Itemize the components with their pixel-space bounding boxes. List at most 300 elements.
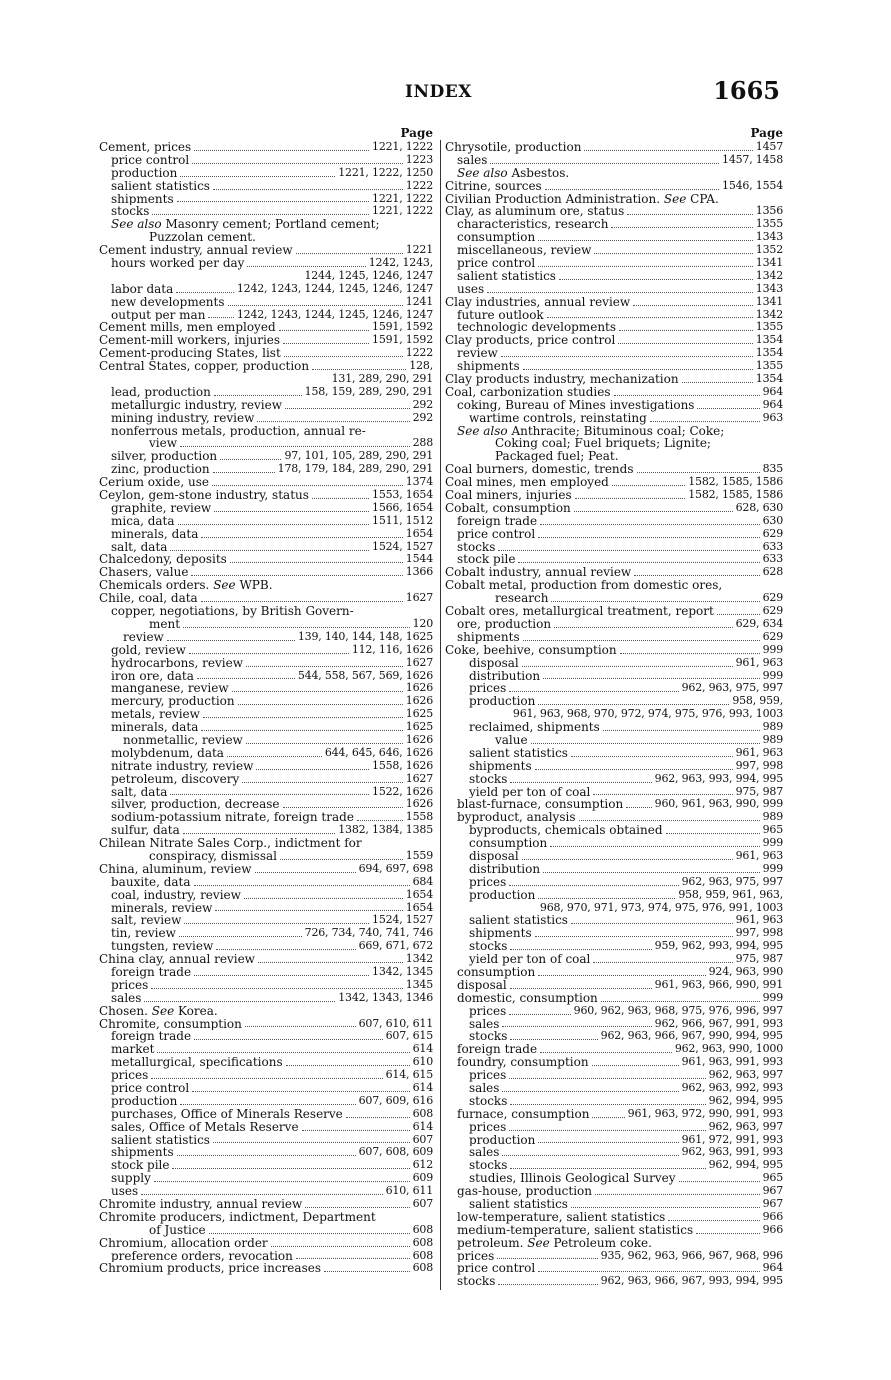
page-refs: 726, 734, 740, 741, 746	[304, 927, 433, 940]
page-refs: 1241	[405, 295, 433, 308]
dot-leader	[502, 1154, 678, 1156]
entry-text: zinc, production	[111, 463, 210, 477]
entry-text: salient statistics	[469, 746, 568, 760]
index-entry	[99, 244, 433, 257]
index-entry	[445, 773, 783, 786]
page-refs: 1356	[755, 205, 783, 218]
dot-leader	[594, 252, 752, 254]
entry-term	[111, 695, 235, 708]
dot-leader	[545, 188, 719, 190]
page-refs: 633	[762, 540, 783, 553]
page-refs: 1626	[405, 682, 433, 695]
index-entry	[445, 1043, 783, 1056]
index-entry	[99, 734, 433, 747]
page-refs: 961, 963	[735, 849, 783, 862]
index-entry	[445, 1095, 783, 1108]
entry-term	[469, 682, 506, 695]
entry-text: medium-temperature, salient statistics	[457, 1223, 694, 1237]
page-refs: 962, 963, 993, 994, 995	[654, 772, 783, 785]
index-entry	[99, 1237, 433, 1250]
entry-term	[111, 541, 167, 554]
index-entry	[99, 425, 433, 438]
page-refs: 608	[412, 1236, 433, 1249]
entry-term	[111, 412, 254, 425]
dot-leader	[510, 1103, 705, 1105]
dot-leader	[497, 1257, 597, 1259]
page-refs: 989	[762, 733, 783, 746]
index-entry	[99, 1030, 433, 1043]
entry-term	[469, 695, 535, 708]
entry-text: Clay products, price control	[445, 334, 616, 348]
entry-term	[99, 334, 280, 347]
page-refs: 1625	[405, 721, 433, 734]
entry-term	[111, 644, 186, 657]
entry-text: stocks	[469, 1030, 508, 1044]
dot-leader	[296, 252, 403, 254]
dot-leader	[571, 1206, 760, 1208]
entry-term	[99, 592, 198, 605]
index-entry	[445, 1108, 783, 1121]
entry-text: Chalcedony, deposits	[99, 553, 227, 567]
entry-text: molybdenum, data	[111, 746, 224, 760]
entry-term	[457, 399, 694, 412]
dot-leader	[201, 536, 402, 538]
entry-term	[111, 824, 180, 837]
entry-term	[469, 670, 540, 683]
page-refs: 962, 966, 967, 991, 993	[654, 1017, 783, 1030]
entry-term	[111, 889, 241, 902]
index-entry	[99, 618, 433, 631]
page-refs: 989	[762, 721, 783, 734]
see-also-label: See also	[457, 166, 508, 180]
dot-leader	[296, 1257, 410, 1259]
entry-text: stocks	[469, 1094, 508, 1108]
page-refs: 1591, 1592	[372, 334, 433, 347]
page-refs: 965	[762, 1172, 783, 1185]
entry-text: salient statistics	[469, 1198, 568, 1211]
entry-term	[457, 528, 535, 541]
entry-text: review	[123, 630, 164, 644]
page-refs: 629	[762, 630, 783, 643]
index-entry	[99, 592, 433, 605]
dot-leader	[593, 961, 732, 963]
entry-text: new developments	[111, 295, 225, 309]
entry-text: petroleum, discovery	[111, 772, 240, 786]
index-entry	[99, 450, 433, 463]
entry-text: metallurgic industry, review	[111, 398, 282, 412]
entry-term	[99, 1198, 302, 1211]
dot-leader	[280, 858, 403, 860]
dot-leader	[554, 626, 733, 628]
dot-leader	[592, 1116, 624, 1118]
index-entry	[445, 876, 783, 889]
dot-leader	[538, 897, 675, 899]
entry-term	[111, 1121, 299, 1134]
dot-leader	[603, 729, 760, 731]
index-entry	[445, 914, 783, 927]
entry-text: stocks	[457, 540, 496, 554]
entry-term	[469, 889, 535, 902]
page-refs: 1221, 1222, 1250	[338, 166, 433, 179]
dot-leader	[170, 793, 369, 795]
page-refs: 999	[762, 643, 783, 656]
entry-text: conspiracy, dismissal	[149, 849, 277, 863]
entry-text: price control	[457, 527, 536, 541]
page-refs: 128,	[409, 360, 433, 373]
dot-leader	[170, 549, 369, 551]
entry-term	[457, 257, 535, 270]
page-refs: 964	[762, 385, 783, 398]
dot-leader	[220, 458, 281, 460]
entry-term	[469, 1030, 507, 1043]
page-refs: 1221	[405, 244, 433, 257]
index-entry	[99, 773, 433, 786]
dot-leader	[510, 1167, 705, 1169]
dot-leader	[502, 1025, 651, 1027]
entry-text: nonferrous metals, production, annual re-	[111, 424, 366, 438]
index-entry	[99, 927, 433, 940]
entry-term	[123, 734, 243, 747]
page-refs: 607, 615	[385, 1030, 433, 1043]
dot-leader	[509, 1013, 570, 1015]
page-refs: 962, 963, 975, 997	[681, 682, 783, 695]
entry-text: stock pile	[457, 553, 516, 567]
entry-term	[111, 1250, 293, 1263]
page-refs: 1366	[405, 566, 433, 579]
dot-leader	[312, 497, 369, 499]
entry-text: coal, industry, review	[111, 888, 241, 902]
entry-text: hours worked per day	[111, 257, 245, 270]
entry-term	[445, 296, 630, 309]
entry-text: tungsten, review	[111, 940, 214, 954]
page-refs: 963	[762, 411, 783, 424]
entry-text: stock pile	[111, 1159, 170, 1173]
index-entry	[99, 180, 433, 193]
entry-term	[111, 721, 198, 734]
index-entry	[99, 528, 433, 541]
index-entry	[445, 760, 783, 773]
index-entry	[99, 850, 433, 863]
entry-term	[111, 515, 175, 528]
index-entry	[445, 1237, 783, 1250]
entry-text: Puzzolan cement.	[149, 231, 256, 245]
see-also-label: See also	[457, 424, 508, 438]
index-entry	[99, 992, 433, 1005]
index-entry	[99, 554, 433, 567]
entry-text: preference orders, revocation	[111, 1249, 293, 1263]
page-refs: 629	[762, 605, 783, 618]
index-entry	[445, 734, 783, 747]
entry-text: salient statistics	[111, 1133, 210, 1147]
dot-leader	[538, 239, 753, 241]
dot-leader	[179, 935, 302, 937]
entry-text: Clay industries, annual review	[445, 295, 631, 309]
dot-leader	[575, 497, 686, 499]
dot-leader	[194, 149, 369, 151]
entry-text: gold, review	[111, 643, 186, 657]
dot-leader	[540, 1051, 672, 1053]
page-refs: 958, 959, 961, 963,	[678, 888, 783, 901]
entry-text: Packaged fuel; Peat.	[495, 450, 619, 464]
entry-term	[111, 992, 141, 1005]
index-entry	[445, 373, 783, 386]
dot-leader	[197, 677, 295, 679]
dot-leader	[208, 316, 233, 318]
entry-term	[111, 708, 200, 721]
page-refs: 131, 289, 290, 291	[331, 373, 433, 386]
entry-term	[469, 1134, 535, 1147]
page-refs: 694, 697, 698	[358, 862, 433, 875]
dot-leader	[634, 574, 759, 576]
page-refs: 1343	[755, 231, 783, 244]
entry-text: Chasers, value	[99, 566, 189, 580]
index-entry	[445, 579, 783, 592]
index-entry	[99, 141, 433, 154]
index-entry	[99, 257, 433, 270]
index-entry	[445, 180, 783, 193]
see-target: WPB.	[239, 579, 273, 593]
entry-term	[469, 863, 540, 876]
dot-leader	[612, 484, 685, 486]
entry-term	[111, 283, 173, 296]
entry-term	[469, 773, 507, 786]
entry-text: Cobalt ores, metallurgical treatment, report	[445, 605, 714, 618]
page-refs: 997, 998	[735, 759, 783, 772]
page-refs: 999	[762, 991, 783, 1004]
entry-text: stocks	[469, 1159, 508, 1173]
entry-term	[111, 773, 239, 786]
entry-term	[469, 1082, 499, 1095]
index-entry	[445, 244, 783, 257]
index-entry	[99, 1250, 433, 1263]
page-refs: 684	[412, 875, 433, 888]
page-refs: 961, 963	[735, 746, 783, 759]
page-refs: 965	[762, 824, 783, 837]
dot-leader	[180, 1103, 355, 1105]
entry-text: Coal miners, injuries	[445, 489, 572, 502]
entry-term	[469, 1146, 499, 1159]
dot-leader	[490, 162, 719, 164]
entry-text: silver, production	[111, 450, 218, 464]
page-refs: 1242, 1243, 1244, 1245, 1246, 1247	[236, 308, 433, 321]
index-entry	[445, 193, 783, 206]
entry-text: foundry, consumption	[457, 1056, 589, 1070]
entry-term	[111, 218, 380, 231]
dot-leader	[538, 1270, 759, 1272]
page-refs: 1626	[405, 695, 433, 708]
index-entry	[445, 992, 783, 1005]
entry-term	[469, 1018, 499, 1031]
entry-term	[469, 1172, 676, 1185]
page-refs: 97, 101, 105, 289, 290, 291	[284, 450, 433, 463]
dot-leader	[538, 265, 753, 267]
page-refs: 962, 963, 966, 967, 990, 994, 995	[600, 1030, 783, 1043]
entry-term	[111, 425, 366, 438]
dot-leader	[346, 1116, 410, 1118]
entry-term	[149, 437, 177, 450]
index-entry	[99, 283, 433, 296]
index-entry	[445, 554, 783, 567]
page-refs: 1352	[755, 244, 783, 257]
entry-text: price control	[457, 257, 536, 270]
entry-term	[469, 1121, 506, 1134]
page-column-heading: Page	[400, 126, 433, 140]
page-refs: 962, 963, 966, 967, 993, 994, 995	[600, 1275, 783, 1288]
page-refs: 614	[412, 1082, 433, 1094]
entry-text: Civilian Production Administration.	[445, 192, 661, 206]
dot-leader	[618, 342, 752, 344]
index-entry	[99, 154, 433, 167]
entry-text: price control	[111, 153, 190, 167]
index-entry	[445, 979, 783, 992]
dot-leader	[192, 162, 403, 164]
page-refs: 935, 962, 963, 966, 967, 968, 996	[600, 1249, 783, 1262]
index-entry	[99, 1069, 433, 1082]
entry-term	[111, 876, 191, 889]
index-entry	[445, 399, 783, 412]
page-refs: 607	[412, 1198, 433, 1211]
index-entry	[99, 1018, 433, 1031]
entry-text: research	[495, 592, 549, 606]
entry-term	[445, 605, 714, 618]
entry-text: sodium-potassium nitrate, foreign trade	[111, 811, 354, 825]
entry-term	[111, 811, 354, 824]
entry-term	[445, 141, 581, 154]
index-entry	[445, 1030, 783, 1043]
entry-text: lead, production	[111, 385, 211, 399]
entry-term	[457, 1250, 494, 1263]
entry-term	[457, 979, 507, 992]
index-entry	[99, 1108, 433, 1121]
entry-text: prices	[457, 1249, 495, 1263]
dot-leader	[271, 1245, 410, 1247]
entry-term	[99, 476, 209, 489]
entry-text: shipments	[457, 360, 520, 374]
index-entry	[99, 321, 433, 334]
entry-term	[457, 1237, 652, 1250]
dot-leader	[247, 265, 365, 267]
page-refs: 1345	[405, 978, 433, 991]
entry-term	[469, 837, 547, 850]
dot-leader	[183, 626, 410, 628]
dot-leader	[620, 652, 760, 654]
entry-term	[469, 1069, 506, 1082]
dot-leader	[626, 806, 651, 808]
dot-leader	[498, 1283, 597, 1285]
entry-text: sales, Office of Metals Reserve	[111, 1120, 299, 1134]
entry-text: technologic developments	[457, 321, 617, 335]
index-entry	[445, 1172, 783, 1185]
dot-leader	[509, 690, 678, 692]
index-entry	[99, 811, 433, 824]
entry-term	[111, 167, 177, 180]
dot-leader	[522, 665, 733, 667]
entry-text: coking, Bureau of Mines investigations	[457, 398, 695, 412]
index-entry	[445, 1211, 783, 1224]
entry-term	[445, 476, 609, 489]
entry-term	[111, 1172, 151, 1185]
index-entry	[445, 889, 783, 902]
entry-text: Chromium, allocation order	[99, 1236, 268, 1250]
index-entry	[445, 489, 783, 502]
page-refs: 1654	[405, 888, 433, 901]
entry-text: minerals, data	[111, 721, 199, 734]
entry-term	[445, 644, 617, 657]
dot-leader	[194, 1038, 383, 1040]
index-entry	[445, 1198, 783, 1211]
entry-term	[469, 1198, 568, 1211]
entry-text: bauxite, data	[111, 875, 191, 889]
dot-leader	[538, 974, 705, 976]
index-entry	[445, 515, 783, 528]
index-entry	[99, 837, 433, 850]
index-entry	[99, 373, 433, 386]
entry-text: Cement mills, men employed	[99, 321, 276, 335]
index-entry	[99, 1005, 433, 1018]
dot-leader	[522, 858, 733, 860]
page-refs: 1524, 1527	[372, 540, 433, 553]
entry-term	[457, 618, 551, 631]
page-refs: 964	[762, 398, 783, 411]
dot-leader	[543, 677, 759, 679]
index-entry	[99, 386, 433, 399]
entry-term	[457, 425, 724, 438]
index-entry	[99, 437, 433, 450]
page-refs: 1222	[405, 347, 433, 360]
entry-term	[469, 1095, 507, 1108]
index-entry	[445, 296, 783, 309]
dot-leader	[177, 200, 369, 202]
index-entry	[445, 1159, 783, 1172]
entry-text: Cobalt metal, production from domestic ores,	[445, 579, 723, 593]
entry-text: Coal, carbonization studies	[445, 385, 611, 399]
entry-term	[111, 798, 280, 811]
dot-leader	[538, 536, 759, 538]
entry-term	[111, 309, 205, 322]
page-refs: 1242, 1243,	[368, 257, 433, 269]
page-refs: 1625	[405, 708, 433, 721]
page-refs: 961, 963, 991, 993	[681, 1056, 783, 1069]
index-entry	[99, 309, 433, 322]
entry-text: hydrocarbons, review	[111, 656, 244, 670]
entry-term	[111, 1134, 210, 1147]
page-refs: 120	[412, 617, 433, 630]
entry-term	[111, 502, 211, 515]
entry-text: Ceylon, gem-stone industry, status	[99, 489, 309, 502]
page-refs: 959, 962, 993, 994, 995	[654, 940, 783, 953]
index-entry	[99, 360, 433, 373]
index-entries-left	[99, 141, 433, 1275]
index-entry	[445, 798, 783, 811]
index-entry	[445, 566, 783, 579]
entry-text: low-temperature, salient statistics	[457, 1210, 666, 1224]
dot-leader	[238, 703, 403, 705]
index-entry	[99, 966, 433, 979]
entry-term	[469, 914, 568, 927]
entry-text: prices	[469, 1069, 507, 1083]
entry-term	[457, 167, 569, 180]
dot-leader	[213, 471, 275, 473]
running-title: INDEX	[405, 82, 472, 102]
index-entry	[445, 708, 783, 721]
index-entry	[445, 1018, 783, 1031]
entry-term	[457, 798, 623, 811]
entry-term	[99, 244, 293, 257]
page-refs: 1221, 1222	[372, 205, 433, 218]
dot-leader	[194, 974, 369, 976]
page-refs: 962, 994, 995	[708, 1094, 783, 1107]
page-refs: 630	[762, 514, 783, 527]
